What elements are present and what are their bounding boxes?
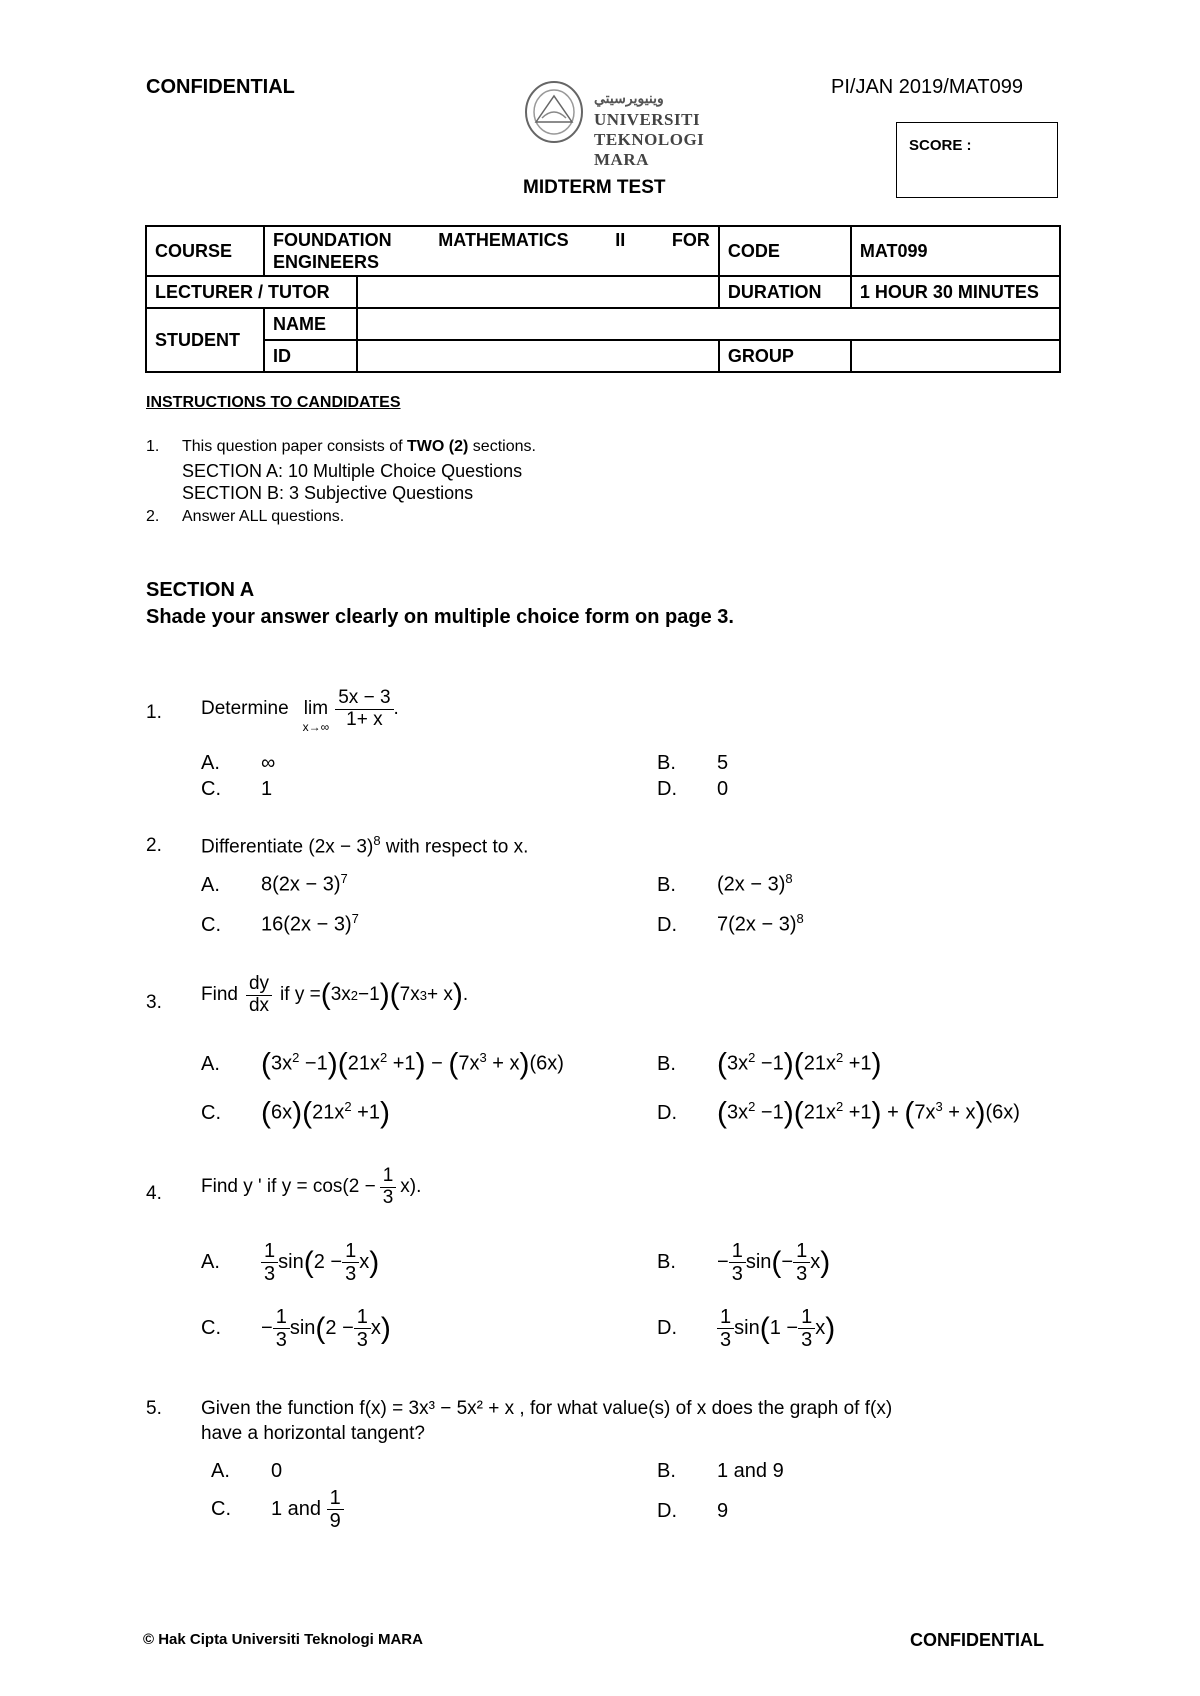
confidential-header-left: CONFIDENTIAL bbox=[146, 76, 295, 98]
id-label: ID bbox=[264, 340, 357, 372]
q4-option-b[interactable]: B. − $\frac{1}{3}$ sin ( − $\frac{1}{3}$ x ) bbox=[657, 1240, 831, 1285]
q2-text: Differentiate $(2x - 3)^8$ with respect to x. bbox=[201, 833, 529, 858]
score-box bbox=[896, 122, 1058, 198]
id-field[interactable] bbox=[357, 340, 719, 372]
course-value: FOUNDATION MATHEMATICS II FOR ENGINEERS bbox=[264, 226, 719, 276]
q1-option-b[interactable]: B. 5 bbox=[657, 752, 729, 774]
paper-code: PI/JAN 2019/MAT099 bbox=[831, 76, 1023, 98]
q4-text: Find y ' if y = cos(2 − $\frac{1}{3}$ x). bbox=[201, 1165, 422, 1208]
q2-number: 2. bbox=[146, 835, 162, 856]
q3-option-c[interactable]: C. $(6x)(21x^2 +1)$ bbox=[201, 1096, 390, 1130]
instruction-2: Answer ALL questions. bbox=[182, 508, 345, 525]
instruction-1-section-a: SECTION A: 10 Multiple Choice Questions bbox=[182, 461, 523, 481]
q5-line1: Given the function f(x) = 3x³ − 5x² + x , for what value(s) of x does the graph of f(x) bbox=[201, 1398, 893, 1419]
q3-number: 3. bbox=[146, 992, 162, 1013]
q5-option-c[interactable]: C. 1 and $\frac{1}{9}$ bbox=[211, 1487, 344, 1532]
page-title: MIDTERM TEST bbox=[523, 177, 666, 198]
q3-option-d[interactable]: D. $(3x^2 -1)(21x^2 +1) + (7x^3 + x)(6x)$ bbox=[657, 1096, 1020, 1130]
logo-wordmark: وينيويرسيتي UNIVERSITI TEKNOLOGI MARA bbox=[594, 92, 705, 169]
code-value: MAT099 bbox=[851, 226, 1060, 276]
q1-text: Determine lim x→∞ $\frac{5x - 3}{1+ x}$ . bbox=[201, 686, 399, 734]
lecturer-field[interactable] bbox=[357, 276, 719, 308]
q5-option-d[interactable]: D. 9 bbox=[657, 1500, 729, 1522]
section-subtitle: Shade your answer clearly on multiple choice form on page 3. bbox=[146, 606, 734, 628]
q3-text: Find $\frac{dy}{dx}$ if y = ( 3x 2 −1 )( 7x 3 + x ) . bbox=[201, 973, 469, 1016]
q5-line2: have a horizontal tangent? bbox=[201, 1423, 425, 1444]
name-label: NAME bbox=[264, 308, 357, 340]
q1-option-c[interactable]: C. 1 bbox=[201, 778, 273, 800]
course-label: COURSE bbox=[146, 226, 264, 276]
student-label: STUDENT bbox=[146, 308, 264, 372]
score-label: SCORE : bbox=[909, 137, 972, 154]
q1-option-d[interactable]: D. 0 bbox=[657, 778, 729, 800]
q4-option-c[interactable]: C. − $\frac{1}{3}$ sin ( 2 − $\frac{1}{3}$ x ) bbox=[201, 1306, 391, 1351]
exam-info-table bbox=[145, 225, 1061, 373]
q1-number: 1. bbox=[146, 702, 162, 723]
q4-option-d[interactable]: D. $\frac{1}{3}$ sin ( 1 − $\frac{1}{3}$ x ) bbox=[657, 1306, 836, 1351]
group-field[interactable] bbox=[851, 340, 1060, 372]
lecturer-label: LECTURER / TUTOR bbox=[146, 276, 357, 308]
group-label: GROUP bbox=[719, 340, 851, 372]
q4-number: 4. bbox=[146, 1183, 162, 1204]
q1-option-a[interactable]: A. ∞ bbox=[201, 752, 276, 774]
code-label: CODE bbox=[719, 226, 851, 276]
q2-option-d[interactable]: D. $7(2x - 3)^8$ bbox=[657, 911, 804, 936]
duration-value: 1 HOUR 30 MINUTES bbox=[851, 276, 1060, 308]
crest-icon bbox=[522, 76, 586, 146]
q5-number: 5. bbox=[146, 1398, 162, 1419]
duration-label: DURATION bbox=[719, 276, 851, 308]
university-logo bbox=[522, 76, 712, 169]
confidential-footer-right: CONFIDENTIAL bbox=[910, 1630, 1044, 1650]
q5-option-a[interactable]: A. 0 bbox=[211, 1460, 283, 1482]
q3-option-b[interactable]: B. $(3x^2 -1)(21x^2 +1)$ bbox=[657, 1047, 882, 1081]
q5-option-b[interactable]: B. 1 and 9 bbox=[657, 1460, 784, 1482]
instruction-2-number: 2. bbox=[146, 508, 160, 525]
instruction-1-section-b: SECTION B: 3 Subjective Questions bbox=[182, 483, 474, 503]
q3-option-a[interactable]: A. $(3x^2 -1)(21x^2 +1) - (7x^3 + x)(6x)$ bbox=[201, 1047, 564, 1081]
section-title: SECTION A bbox=[146, 579, 255, 601]
footer-copyright: © Hak Cipta Universiti Teknologi MARA bbox=[143, 1631, 423, 1648]
q4-option-a[interactable]: A. $\frac{1}{3}$ sin ( 2 − $\frac{1}{3}$ x ) bbox=[201, 1240, 380, 1285]
q2-option-c[interactable]: C. $16(2x - 3)^7$ bbox=[201, 911, 359, 936]
instruction-1-number: 1. bbox=[146, 438, 160, 455]
instruction-1: This question paper consists of TWO (2) sections. bbox=[182, 438, 536, 455]
instructions-title: INSTRUCTIONS TO CANDIDATES bbox=[146, 394, 401, 411]
q2-option-a[interactable]: A. $8(2x - 3)^7$ bbox=[201, 871, 348, 896]
q2-option-b[interactable]: B. $(2x - 3)^8$ bbox=[657, 871, 793, 896]
name-field[interactable] bbox=[357, 308, 1060, 340]
